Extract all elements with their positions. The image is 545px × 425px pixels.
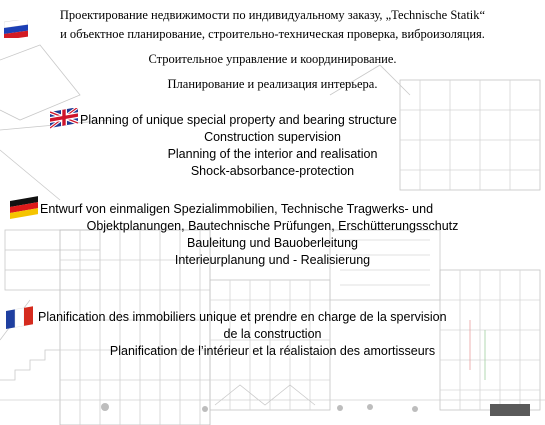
- french-line-2: de la construction: [223, 327, 322, 341]
- russian-description: [0, 6, 545, 94]
- english-line-1: Planning of unique special property and bearing structure: [80, 113, 397, 127]
- french-line-1: Planification des immobiliers unique et prendre en charge de la spervision: [38, 310, 447, 324]
- english-line-2: Construction supervision: [204, 130, 341, 144]
- germany-flag-icon: [10, 196, 40, 220]
- german-line-3: Bauleitung und Bauoberleitung: [187, 236, 358, 250]
- english-line-4: Shock-absorbance-protection: [190, 164, 355, 178]
- russia-flag-icon: [4, 20, 28, 38]
- german-line-2: Objektplanungen, Bautechnische Prüfungen, Erschütterungsschutz: [86, 219, 459, 233]
- german-line-4: Interieurplanung und - Realisierung: [174, 253, 371, 267]
- english-line-3: Planning of the interior and realisation: [167, 147, 378, 161]
- german-line-1: Entwurf von einmaligen Spezialimmobilien, Technische Tragwerks- und: [40, 202, 434, 216]
- russian-line-1: Проектирование недвижимости по индивидуальному заказу, „Technische Statik“: [59, 8, 486, 22]
- russian-line-3: Строительное управление и координирование.: [148, 52, 397, 66]
- france-flag-icon: [6, 306, 36, 330]
- uk-flag-icon: [50, 108, 80, 130]
- russian-line-2: и объектное планирование, строительно-техническая проверка, виброизоляция.: [60, 27, 485, 41]
- russian-line-4: Планирование и реализация интерьера.: [167, 77, 378, 91]
- french-line-3: Planification de l’intérieur et la réalistaion des amortisseurs: [109, 344, 436, 358]
